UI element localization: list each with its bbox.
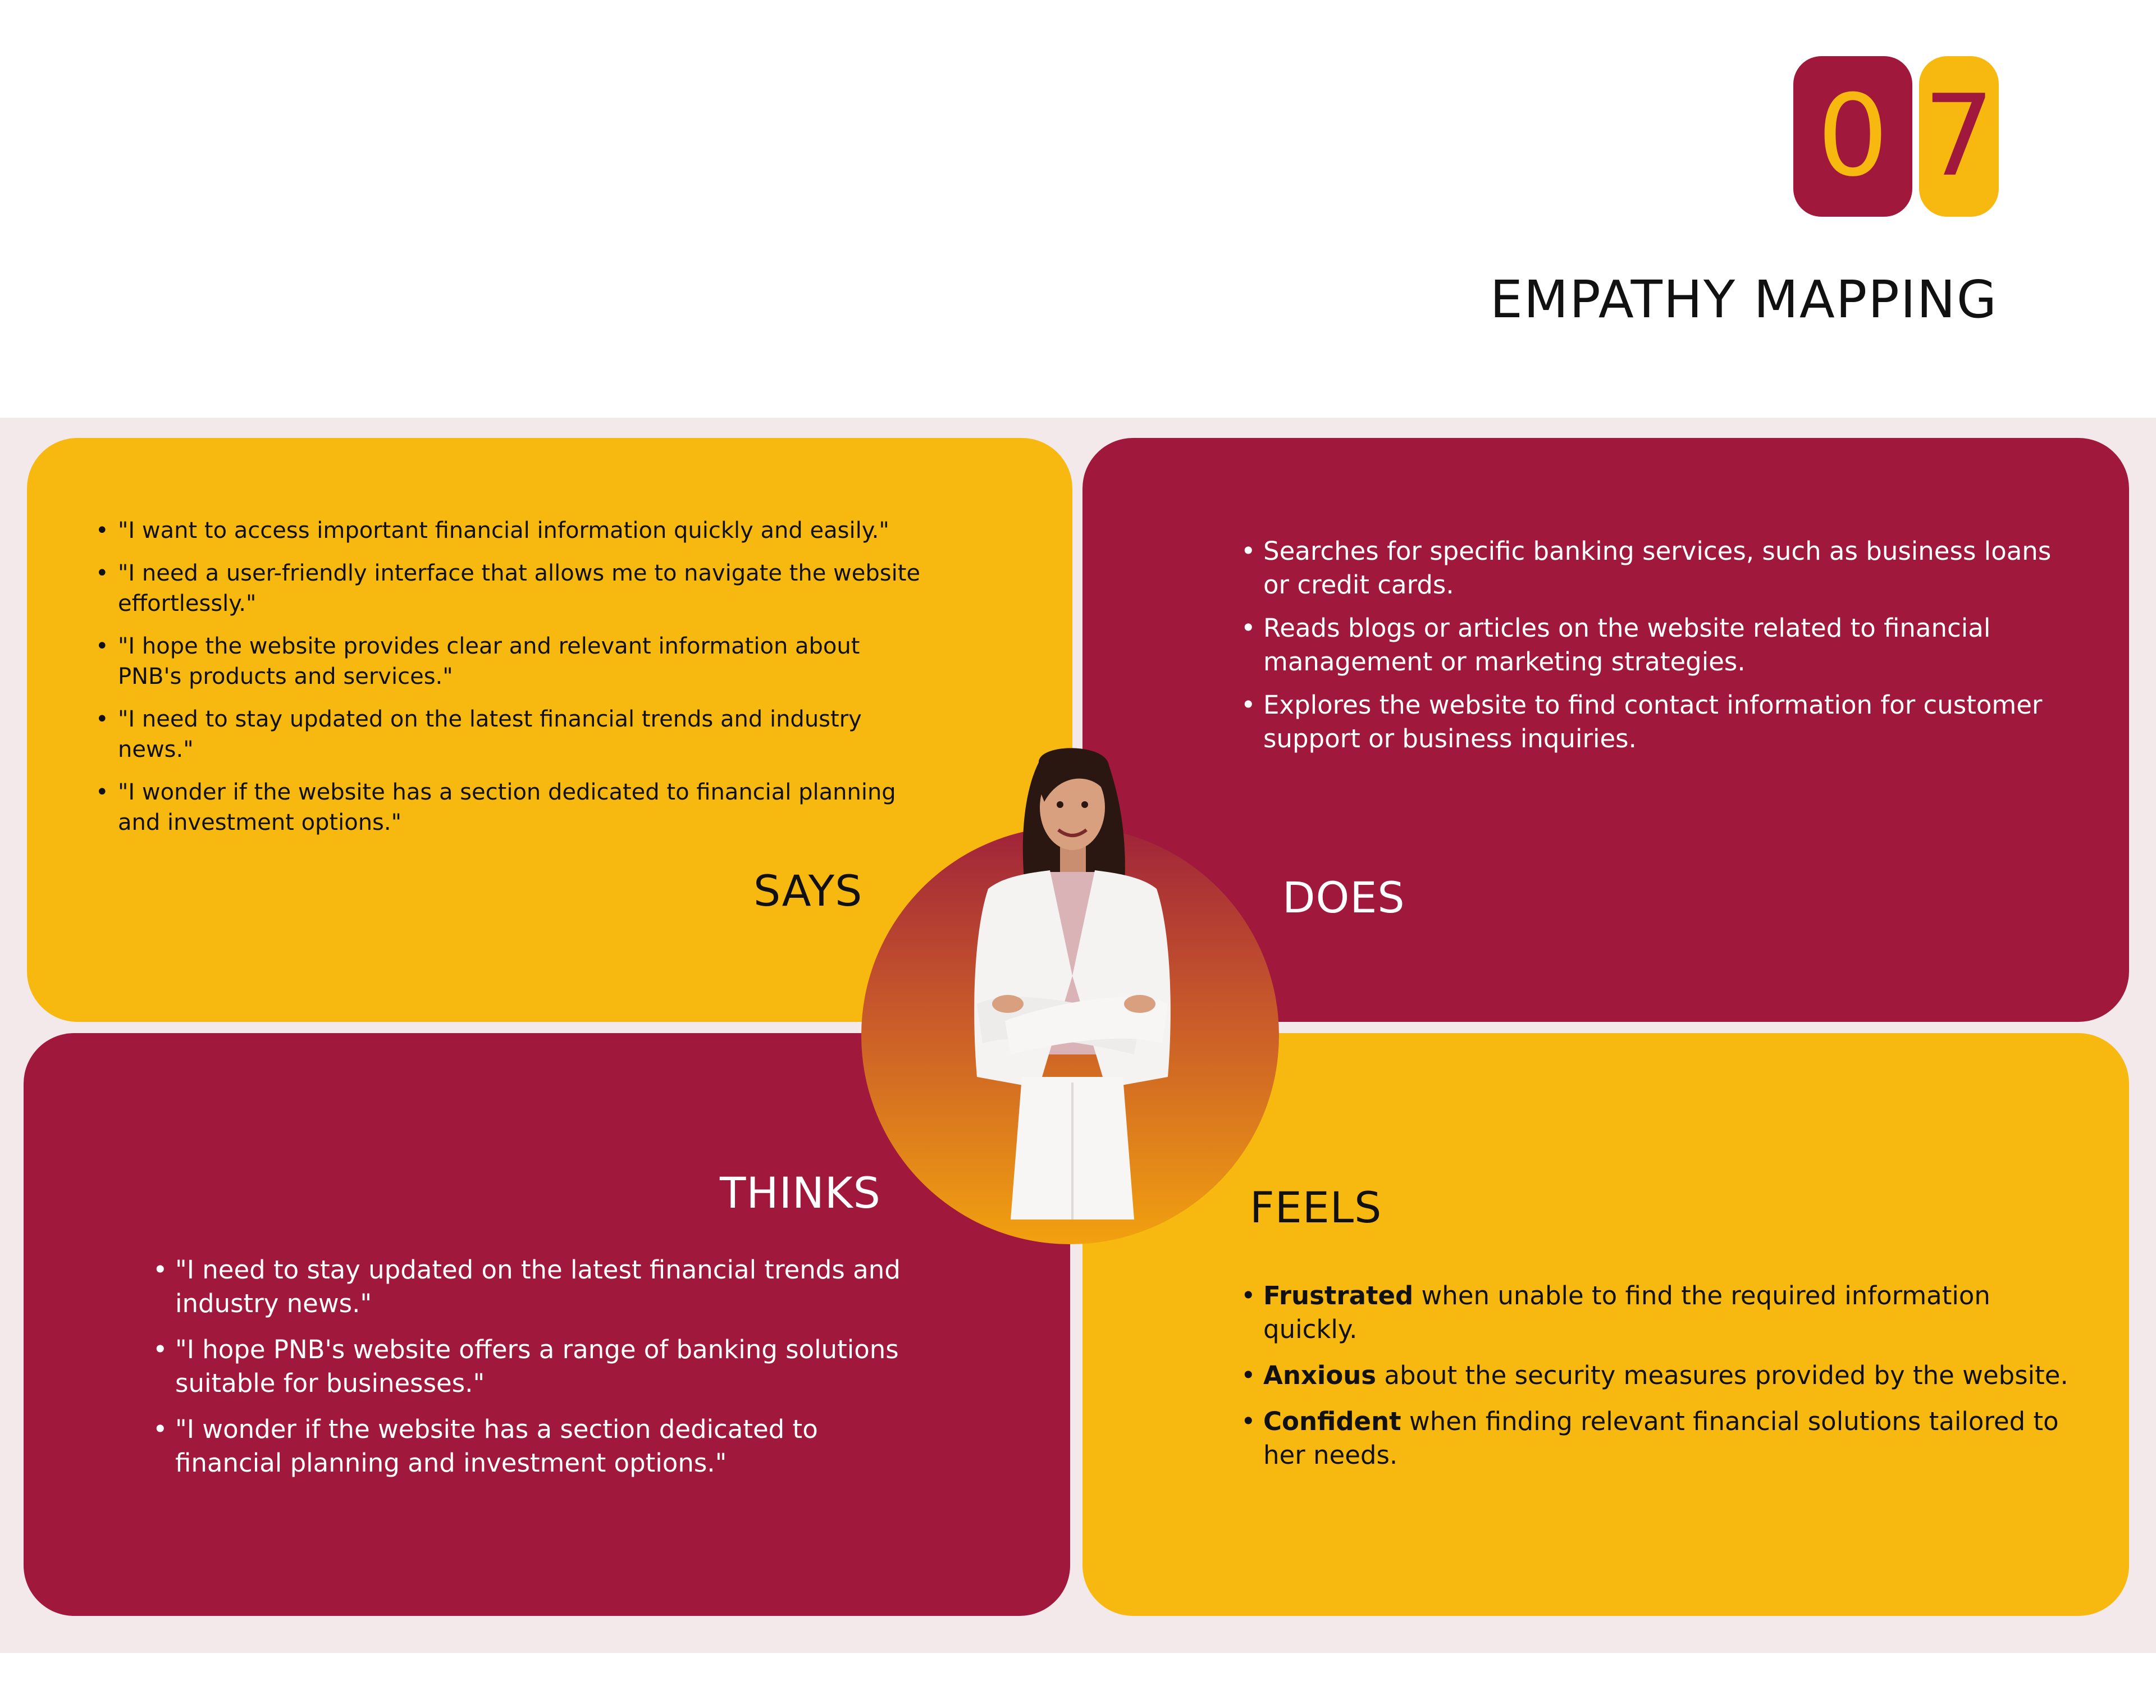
feels-item-detail: when unable to find the required information quickly.: [1263, 1281, 1990, 1344]
number-badge-second-digit: [1919, 56, 1999, 217]
says-item: • "I need a user-friendly interface that allows me to navigate the website effortlessly.": [95, 558, 926, 619]
feels-item: [1241, 1405, 2083, 1472]
says-item: • "I want to access important financial information quickly and easily.": [95, 515, 926, 546]
thinks-item: • "I wonder if the website has a section dedicated to financial planning and investment options.": [153, 1413, 928, 1480]
thinks-list: [153, 1253, 928, 1492]
feels-item-emotion: Frustrated: [1263, 1281, 1414, 1310]
feels-item: [1241, 1359, 2083, 1392]
feels-item-detail: about the security measures provided by the website.: [1376, 1360, 2068, 1390]
feels-item-emotion: Confident: [1263, 1406, 1401, 1436]
does-item: • Reads blogs or articles on the website related to financial management or marketing strategies.: [1241, 611, 2061, 679]
says-item: • "I wonder if the website has a section dedicated to financial planning and investment options.": [95, 777, 926, 838]
number-badge-first-digit: [1793, 56, 1912, 217]
does-list: [1241, 535, 2061, 765]
does-item: • Explores the website to find contact information for customer support or business inquiries.: [1241, 688, 2061, 756]
does-item: • Searches for specific banking services, such as business loans or credit cards.: [1241, 535, 2061, 602]
number-digit-2: 7: [1923, 71, 1995, 202]
feels-label: FEELS: [1250, 1182, 1382, 1232]
number-digit-1: 0: [1817, 71, 1889, 202]
says-label: SAYS: [753, 866, 863, 916]
feels-item-detail: when finding relevant financial solutions tailored to her needs.: [1263, 1406, 2059, 1470]
says-item: • "I need to stay updated on the latest financial trends and industry news.": [95, 704, 926, 765]
thinks-label: THINKS: [720, 1168, 881, 1218]
feels-item: [1241, 1279, 2083, 1346]
feels-list: [1241, 1279, 2083, 1485]
page-title: EMPATHY MAPPING: [1490, 270, 1998, 330]
feels-item-emotion: Anxious: [1263, 1360, 1377, 1390]
says-list: [95, 515, 926, 850]
thinks-item: • "I hope PNB's website offers a range of banking solutions suitable for businesses.": [153, 1333, 928, 1400]
says-item: • "I hope the website provides clear and relevant information about PNB's products and services.": [95, 631, 926, 692]
does-label: DOES: [1282, 873, 1405, 922]
thinks-item: • "I need to stay updated on the latest financial trends and industry news.": [153, 1253, 928, 1321]
persona-image: [954, 740, 1190, 1220]
